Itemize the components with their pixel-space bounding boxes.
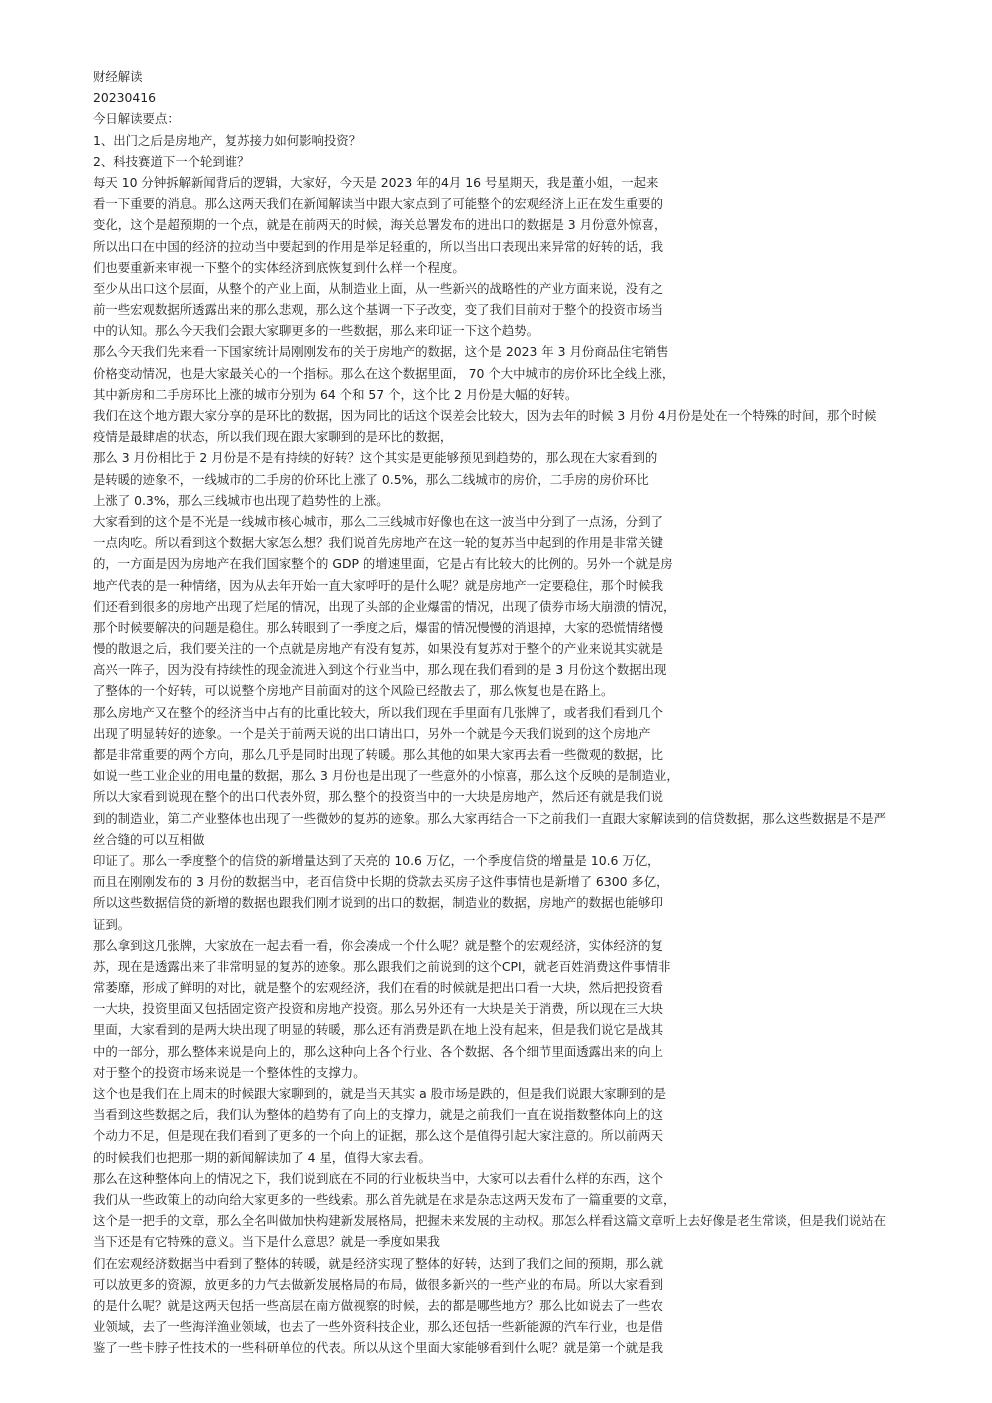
text-line: 前一些宏观数据所透露出来的那么悲观，那么这个基调一下子改变，变了我们目前对于整个的投资市场当 [93,302,663,318]
text-line: 们在宏观经济数据当中看到了整体的转暖，就是经济实现了整体的好转，达到了我们之间的预期，那么就 [93,1255,663,1271]
text-line: 那个时候要解决的问题是稳住。那么转眼到了一季度之后，爆雷的情况慢慢的消退掉，大家的恐慌情绪慢 [93,619,663,635]
text-line: 20230416 [93,90,157,106]
text-line: 这个也是我们在上周末的时候跟大家聊到的，就是当天其实 a 股市场是跌的，但是我们说跟大家聊到的是 [93,1086,667,1101]
text-line: 都是非常重要的两个方向，那么几乎是同时出现了转暖。那么其他的如果大家再去看一些微观的数据，比 [93,747,663,762]
text-line: 里面，大家看到的是两大块出现了明显的转暖，那么还有消费是趴在地上没有起来，但是我们说它是战其 [93,1022,663,1038]
text-line: 至少从出口这个层面，从整个的产业上面，从制造业上面，从一些新兴的战略性的产业方面来说，没有之 [93,280,663,296]
text-line: 了整体的一个好转，可以说整个房地产目前面对的这个风险已经散去了，那么恢复也是在路上。 [93,683,614,699]
text-line: 印证了。那么一季度整个的信贷的新增量达到了天亮的 10.6 万亿，一个季度信贷的增量是 10.6 万亿， [93,852,660,868]
text-line: 地产代表的是一种情绪，因为从去年开始一直大家呼吁的是什么呢？就是房地产一定要稳住，那个时候我 [93,577,663,593]
text-line: 到的制造业，第二产业整体也出现了一些微妙的复苏的迹象。那么大家再结合一下之前我们一直跟大家解读到的信贷数据，那么这些数据是不是严 [93,810,886,826]
text-line: 是转暖的迹象不，一线城市的二手房的价环比上涨了 0.5%，那么二线城市的房价，二手房的房价环比 [93,471,649,487]
text-line: 苏，现在是透露出来了非常明显的复苏的迹象。那么跟我们之前说到的这个CPI，就老百姓消费这件事情非 [93,958,671,974]
text-line: 那么房地产又在整个的经济当中占有的比重比较大，所以我们现在手里面有几张牌了，或者我们看到几个 [93,704,663,720]
document-body [93,66,953,1358]
text-line: 这个是一把手的文章，那么全名叫做加快构建新发展格局，把握未来发展的主动权。那怎么样看这篇文章听上去好像是老生常谈，但是我们说站在 [93,1213,886,1229]
text-line: 个动力不足，但是现在我们看到了更多的一个向上的证据，那么这个是值得引起大家注意的。所以前两天 [93,1128,663,1144]
text-line: 对于整个的投资市场来说是一个整体性的支撑力。 [93,1064,366,1080]
text-line: 所以这些数据信贷的新增的数据也跟我们刚才说到的出口的数据，制造业的数据，房地产的数据也能够印 [93,895,663,911]
text-line: 们也要重新来审视一下整个的实体经济到底恢复到什么样一个程度。 [93,259,465,275]
text-line: 而且在刚刚发布的 3 月份的数据当中，老百信贷中长期的贷款去买房子这件事情也是新增了 6300 多亿， [93,874,669,890]
text-line: 那么 3 月份相比于 2 月份是不是有持续的好转？这个其实是更能够预见到趋势的，那么现在大家看到的 [93,450,658,466]
text-line: 疫情是最肆虐的状态，所以我们现在跟大家聊到的是环比的数据， [93,429,453,445]
text-line: 慢的散退之后，我们要关注的一个点就是房地产有没有复苏，如果没有复苏对于整个的产业来说其实就是 [93,641,663,657]
text-line: 那么在这种整体向上的情况之下，我们说到底在不同的行业板块当中，大家可以去看什么样的东西，这个 [93,1170,663,1186]
text-line: 当下还是有它特殊的意义。当下是什么意思？就是一季度如果我 [93,1234,440,1250]
text-line: 所以出口在中国的经济的拉动当中要起到的作用是举足轻重的，所以当出口表现出来异常的好转的话，我 [93,238,663,254]
text-line: 中的认知。那么今天我们会跟大家聊更多的一些数据，那么来印证一下这个趋势。 [93,323,540,339]
text-line: 价格变动情况，也是大家最关心的一个指标。那么在这个数据里面， 70 个大中城市的房价环比全线上涨， [93,365,675,381]
text-line: 鉴了一些卡脖子性技术的一些科研单位的代表。所以从这个里面大家能够看到什么呢？就是第一个就是我 [93,1340,663,1356]
text-line: 的，一方面是因为房地产在我们国家整个的 GDP 的增速里面，它是占有比较大的比例的。另外一个就是房 [93,556,673,572]
text-line: 今日解读要点： [93,111,180,127]
text-line: 2、科技赛道下一个轮到谁？ [93,153,250,169]
text-line: 那么今天我们先来看一下国家统计局刚刚发布的关于房地产的数据，这个是 2023 年 3 月份商品住宅销售 [93,344,669,360]
text-line: 其中新房和二手房环比上涨的城市分别为 64 个和 57 个，这个比 2 月份是大幅的好转。 [93,386,578,402]
text-line: 的是什么呢？就是这两天包括一些高层在南方做视察的时候，去的都是哪些地方？那么比如说去了一些农 [93,1297,663,1313]
text-line: 那么拿到这几张牌，大家放在一起去看一看，你会凑成一个什么呢？就是整个的宏观经济，实体经济的复 [93,937,663,953]
text-line: 高兴一阵子，因为没有持续性的现金流进入到这个行业当中，那么现在我们看到的是 3 月份这个数据出现 [93,662,667,678]
text-line: 的时候我们也把那一期的新闻解读加了 4 星，值得大家去看。 [93,1149,431,1165]
text-line: 我们在这个地方跟大家分享的是环比的数据，因为同比的话这个误差会比较大，因为去年的时候 3 月份 4月份是处在一个特殊的时间，那个时候 [93,408,877,423]
text-line: 一点肉吃。所以看到这个数据大家怎么想？我们说首先房地产在这一轮的复苏当中起到的作用是非常关键 [93,535,663,551]
text-line: 证到。 [93,916,131,932]
text-line: 出现了明显转好的迹象。一个是关于前两天说的出口请出口，另外一个就是今天我们说到的这个房地产 [93,725,651,741]
text-line: 丝合缝的可以互相做 [93,831,205,847]
text-line: 所以大家看到说现在整个的出口代表外贸，那么整个的投资当中的一大块是房地产，然后还有就是我们说 [93,789,663,805]
text-line: 们还看到很多的房地产出现了烂尾的情况，出现了头部的企业爆雷的情况，出现了债券市场大崩溃的情况， [93,598,676,614]
text-line: 我们从一些政策上的动向给大家更多的一些线索。那么首先就是在求是杂志这两天发布了一篇重要的文章， [93,1191,676,1207]
text-line: 变化，这个是超预期的一个点，就是在前两天的时候，海关总署发布的进出口的数据是 3 月份意外惊喜， [93,217,667,233]
text-line: 中的一部分，那么整体来说是向上的，那么这种向上各个行业、各个数据、各个细节里面透露出来的向上 [93,1043,663,1059]
text-line: 看一下重要的消息。那么这两天我们在新闻解读当中跟大家点到了可能整个的宏观经济上正在发生重要的 [93,196,663,212]
text-line: 一大块，投资里面又包括固定资产投资和房地产投资。那么另外还有一大块是关于消费，所以现在三大块 [93,1001,663,1017]
text-line: 1、出门之后是房地产，复苏接力如何影响投资？ [93,132,362,148]
text-line: 上涨了 0.3%，那么三线城市也出现了趋势性的上涨。 [93,492,389,508]
text-line: 财经解读 [93,69,143,84]
text-line: 每天 10 分钟拆解新闻背后的逻辑，大家好，今天是 2023 年的4月 16 号星期天，我是董小姐，一起来 [93,174,659,190]
text-line: 大家看到的这个是不光是一线城市核心城市，那么二三线城市好像也在这一波当中分到了一点汤，分到了 [93,513,663,529]
text-line: 如说一些工业企业的用电量的数据，那么 3 月份也是出现了一些意外的小惊喜，那么这个反映的是制造业， [93,768,679,784]
text-line: 可以放更多的资源，放更多的力气去做新发展格局的布局，做很多新兴的一些产业的布局。所以大家看到 [93,1276,663,1292]
text-line: 常萎靡，形成了鲜明的对比，就是整个的宏观经济，我们在看的时候就是把出口看一大块，然后把投资看 [93,980,663,996]
text-line: 业领域，去了一些海洋渔业领域，也去了一些外资科技企业，那么还包括一些新能源的汽车行业，也是借 [93,1319,663,1335]
text-line: 当看到这些数据之后，我们认为整体的趋势有了向上的支撑力，就是之前我们一直在说指数整体向上的这 [93,1107,663,1123]
